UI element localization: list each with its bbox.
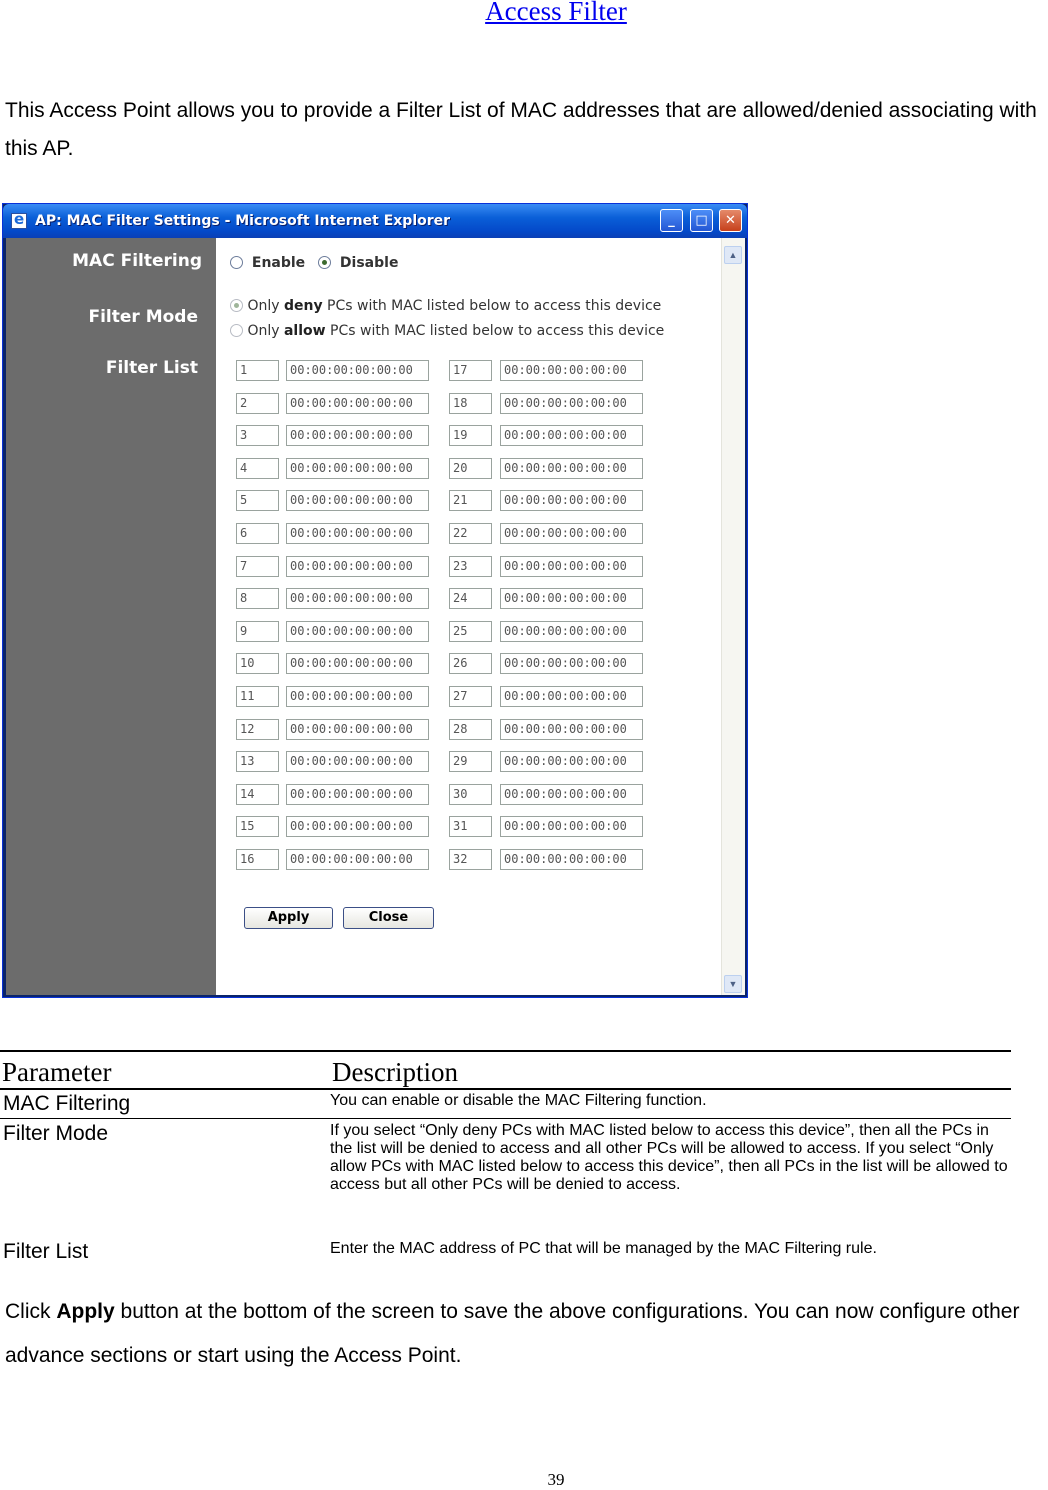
- description-header: Description: [330, 1051, 1011, 1089]
- mac-address-field[interactable]: 00:00:00:00:00:00: [286, 425, 429, 446]
- filter-index-field[interactable]: 14: [236, 784, 279, 805]
- intro-paragraph: This Access Point allows you to provide a Filter List of MAC addresses that are allowed/denied associating with this AP.: [5, 99, 1037, 160]
- deny-text-pre: Only: [247, 298, 284, 314]
- mac-address-field[interactable]: 00:00:00:00:00:00: [500, 751, 643, 772]
- filter-index-field[interactable]: 4: [236, 458, 279, 479]
- filter-index-field[interactable]: 6: [236, 523, 279, 544]
- mac-address-field[interactable]: 00:00:00:00:00:00: [500, 653, 643, 674]
- closing-prefix: Click: [5, 1300, 57, 1323]
- mac-address-field[interactable]: 00:00:00:00:00:00: [286, 784, 429, 805]
- mac-address-field[interactable]: 00:00:00:00:00:00: [500, 556, 643, 577]
- sidebar-label-filter-mode: Filter Mode: [88, 307, 198, 327]
- filter-index-field[interactable]: 28: [449, 719, 492, 740]
- allow-text-bold: allow: [283, 323, 326, 339]
- filter-index-field[interactable]: 30: [449, 784, 492, 805]
- filter-mode-allow-row: [230, 323, 664, 339]
- desc-cell: Enter the MAC address of PC that will be managed by the MAC Filtering rule.: [330, 1240, 877, 1257]
- window-content: [6, 238, 745, 995]
- filter-index-field[interactable]: 32: [449, 849, 492, 870]
- mac-address-field[interactable]: 00:00:00:00:00:00: [286, 751, 429, 772]
- filter-index-field[interactable]: 22: [449, 523, 492, 544]
- settings-sidebar: [6, 238, 216, 995]
- filter-mode-deny-row: [230, 298, 661, 314]
- minimize-button[interactable]: _: [660, 209, 683, 232]
- mac-address-field[interactable]: 00:00:00:00:00:00: [286, 686, 429, 707]
- allow-text-post: PCs with MAC listed below to access this device: [325, 323, 665, 339]
- filter-index-field[interactable]: 11: [236, 686, 279, 707]
- apply-button[interactable]: Apply: [244, 907, 333, 929]
- parameter-header: Parameter: [0, 1051, 330, 1089]
- mac-address-field[interactable]: 00:00:00:00:00:00: [500, 393, 643, 414]
- sidebar-label-filter-list: Filter List: [105, 358, 198, 378]
- filter-index-field[interactable]: 16: [236, 849, 279, 870]
- filter-index-field[interactable]: 24: [449, 588, 492, 609]
- table-row: [0, 1089, 1011, 1119]
- filter-index-field[interactable]: 19: [449, 425, 492, 446]
- close-window-button[interactable]: ✕: [719, 209, 742, 232]
- filter-index-field[interactable]: 15: [236, 816, 279, 837]
- filter-index-field[interactable]: 10: [236, 653, 279, 674]
- filter-index-field[interactable]: 21: [449, 490, 492, 511]
- filter-index-field[interactable]: 12: [236, 719, 279, 740]
- filter-index-field[interactable]: 25: [449, 621, 492, 642]
- mac-address-field[interactable]: 00:00:00:00:00:00: [500, 784, 643, 805]
- mac-address-field[interactable]: 00:00:00:00:00:00: [286, 556, 429, 577]
- mac-address-field[interactable]: 00:00:00:00:00:00: [500, 816, 643, 837]
- mac-address-field[interactable]: 00:00:00:00:00:00: [286, 621, 429, 642]
- mac-address-field[interactable]: 00:00:00:00:00:00: [500, 621, 643, 642]
- allow-text-pre: Only: [247, 323, 284, 339]
- filter-index-field[interactable]: 9: [236, 621, 279, 642]
- mac-filtering-row: [230, 255, 406, 271]
- ie-window: [2, 203, 748, 998]
- filter-index-field[interactable]: 29: [449, 751, 492, 772]
- mac-address-field[interactable]: 00:00:00:00:00:00: [286, 393, 429, 414]
- close-button[interactable]: Close: [343, 907, 434, 929]
- deny-text-bold: deny: [283, 298, 323, 314]
- filter-index-field[interactable]: 18: [449, 393, 492, 414]
- scroll-up-arrow-icon[interactable]: ▲: [724, 246, 742, 264]
- filter-index-field[interactable]: 7: [236, 556, 279, 577]
- filter-mode-allow-radio[interactable]: [230, 324, 243, 337]
- mac-address-field[interactable]: 00:00:00:00:00:00: [500, 686, 643, 707]
- disable-label: Disable: [339, 255, 399, 271]
- mac-address-field[interactable]: 00:00:00:00:00:00: [286, 458, 429, 479]
- desc-cell: If you select “Only deny PCs with MAC listed below to access this device”, then all the PCs in the list will be denied to access and all other PCs will be allowed to access. If you select “Only allow PCs with MAC listed below to access this device”, then all PCs in the list will be allowed to access but all other PCs will be denied to access.: [330, 1122, 1008, 1193]
- table-row: [0, 1240, 1011, 1280]
- mac-address-field[interactable]: 00:00:00:00:00:00: [286, 588, 429, 609]
- mac-address-field[interactable]: 00:00:00:00:00:00: [500, 490, 643, 511]
- settings-form: [216, 238, 721, 995]
- mac-address-field[interactable]: 00:00:00:00:00:00: [500, 360, 643, 381]
- window-title: AP: MAC Filter Settings - Microsoft Internet Explorer: [35, 213, 451, 229]
- filter-index-field[interactable]: 13: [236, 751, 279, 772]
- mac-address-field[interactable]: 00:00:00:00:00:00: [500, 523, 643, 544]
- mac-address-field[interactable]: 00:00:00:00:00:00: [500, 425, 643, 446]
- closing-paragraph: [5, 1290, 1045, 1378]
- mac-address-field[interactable]: 00:00:00:00:00:00: [500, 588, 643, 609]
- table-row: [0, 1119, 1011, 1241]
- ie-icon: [11, 213, 27, 229]
- mac-address-field[interactable]: 00:00:00:00:00:00: [500, 719, 643, 740]
- mac-address-field[interactable]: 00:00:00:00:00:00: [286, 719, 429, 740]
- title-bar[interactable]: [3, 204, 747, 238]
- parameter-table: [0, 1050, 1011, 1280]
- mac-address-field[interactable]: 00:00:00:00:00:00: [286, 523, 429, 544]
- filter-index-field[interactable]: 8: [236, 588, 279, 609]
- page-number: 39: [547, 1470, 565, 1489]
- param-cell: Filter List: [3, 1240, 89, 1263]
- filter-index-field[interactable]: 26: [449, 653, 492, 674]
- param-cell: Filter Mode: [3, 1122, 109, 1145]
- mac-address-field[interactable]: 00:00:00:00:00:00: [500, 849, 643, 870]
- mac-filtering-enable-radio[interactable]: [230, 256, 243, 269]
- desc-cell: You can enable or disable the MAC Filtering function.: [330, 1089, 1011, 1119]
- scroll-down-arrow-icon[interactable]: ▼: [724, 975, 742, 993]
- enable-label: Enable: [251, 255, 306, 271]
- mac-address-field[interactable]: 00:00:00:00:00:00: [286, 360, 429, 381]
- mac-filtering-disable-radio[interactable]: [318, 256, 331, 269]
- maximize-button[interactable]: □: [690, 209, 713, 232]
- vertical-scrollbar[interactable]: [721, 238, 745, 995]
- filter-index-field[interactable]: 17: [449, 360, 492, 381]
- page-title: Access Filter: [485, 0, 627, 26]
- filter-index-field[interactable]: 1: [236, 360, 279, 381]
- filter-index-field[interactable]: 3: [236, 425, 279, 446]
- filter-index-field[interactable]: 27: [449, 686, 492, 707]
- closing-suffix: button at the bottom of the screen to save the above configurations. You can now configure other advance sections or start using the Access Point.: [5, 1300, 1020, 1367]
- sidebar-label-mac-filtering: MAC Filtering: [72, 251, 202, 271]
- mac-address-field[interactable]: 00:00:00:00:00:00: [286, 816, 429, 837]
- filter-mode-deny-radio[interactable]: [230, 299, 243, 312]
- closing-apply-bold: Apply: [56, 1300, 115, 1323]
- filter-index-field[interactable]: 5: [236, 490, 279, 511]
- mac-address-field[interactable]: 00:00:00:00:00:00: [286, 490, 429, 511]
- filter-index-field[interactable]: 23: [449, 556, 492, 577]
- deny-text-post: PCs with MAC listed below to access this device: [322, 298, 662, 314]
- mac-address-field[interactable]: 00:00:00:00:00:00: [500, 458, 643, 479]
- filter-index-field[interactable]: 20: [449, 458, 492, 479]
- mac-address-field[interactable]: 00:00:00:00:00:00: [286, 653, 429, 674]
- param-cell: MAC Filtering: [0, 1089, 330, 1119]
- filter-index-field[interactable]: 2: [236, 393, 279, 414]
- mac-address-field[interactable]: 00:00:00:00:00:00: [286, 849, 429, 870]
- filter-index-field[interactable]: 31: [449, 816, 492, 837]
